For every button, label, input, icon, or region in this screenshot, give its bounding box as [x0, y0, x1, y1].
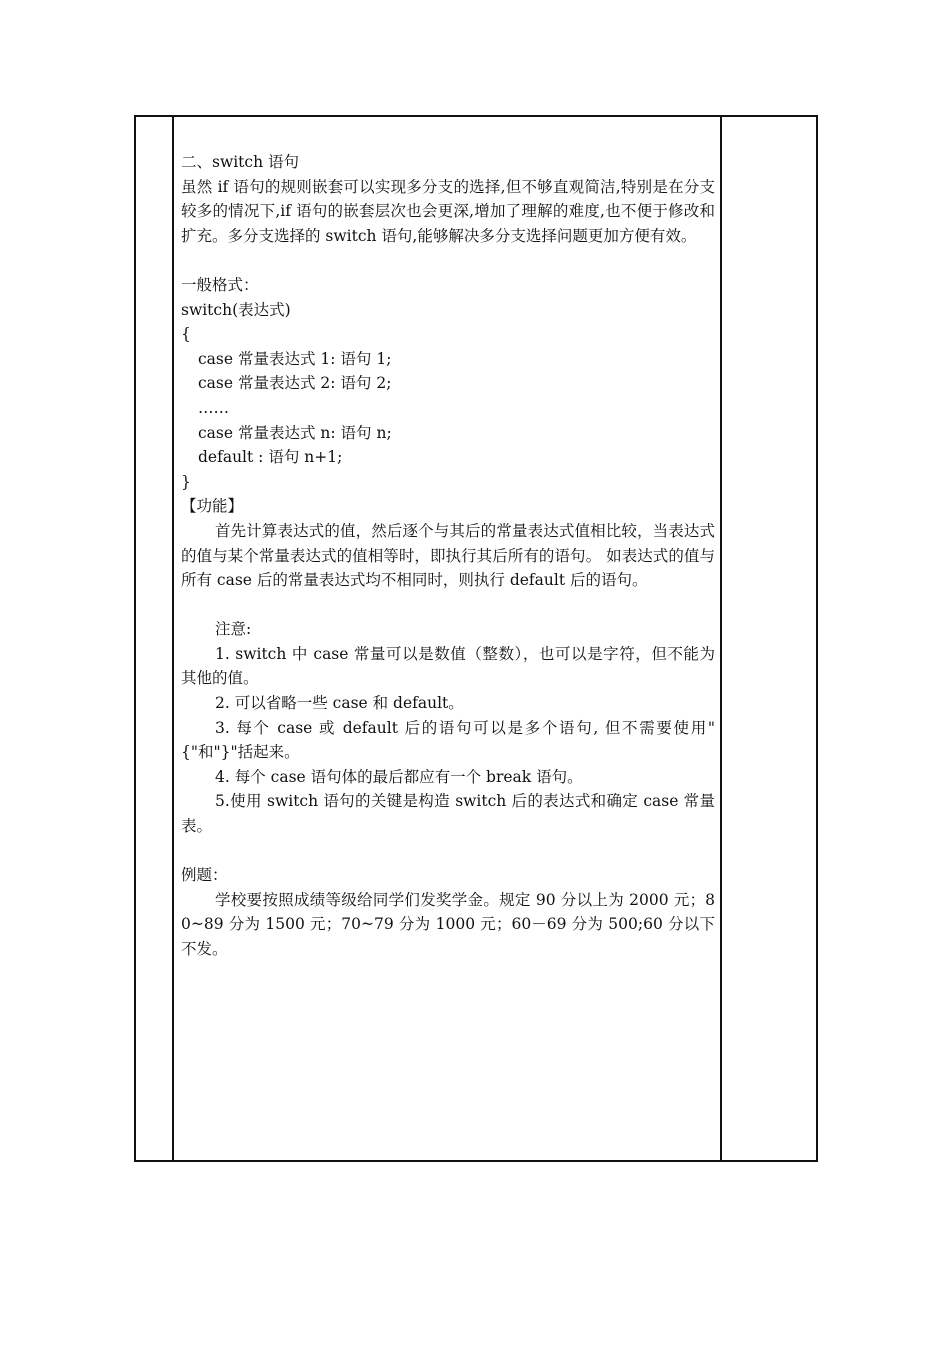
- format-line: case 常量表达式 2: 语句 2;: [198, 374, 392, 393]
- section-intro: 虽然 if 语句的规则嵌套可以实现多分支的选择,但不够直观简洁,特别是在分支较多的情况下,if 语句的嵌套层次也会更深,增加了理解的难度,也不便于修改和扩充。多分支选择的 switch 语句,能够解决多分支选择问题更加方便有效。: [181, 177, 715, 245]
- function-text: 首先计算表达式的值，然后逐个与其后的常量表达式值相比较，当表达式的值与某个常量表达式的值相等时，即执行其后所有的语句。 如表达式的值与所有 case 后的常量表达式均不相同时，则执行 default 后的语句。: [181, 521, 715, 590]
- example-label: 例题：: [181, 866, 228, 885]
- format-line: case 常量表达式 1: 语句 1;: [198, 349, 392, 368]
- left-column-divider: [172, 117, 174, 1160]
- spacer: [181, 593, 715, 618]
- note-item: 4. 每个 case 语句体的最后都应有一个 break 语句。: [215, 767, 583, 786]
- format-line: ……: [198, 398, 229, 417]
- note-item: 5.使用 switch 语句的关键是构造 switch 后的表达式和确定 case 常量表。: [181, 792, 715, 836]
- lesson-content: [181, 150, 715, 962]
- spacer: [181, 839, 715, 864]
- note-item: 3. 每个 case 或 default 后的语句可以是多个语句, 但不需要使用"{"和"}"括起来。: [181, 718, 715, 762]
- format-line: default : 语句 n+1;: [198, 448, 343, 467]
- format-line: case 常量表达式 n: 语句 n;: [198, 423, 392, 442]
- format-line: switch(表达式): [181, 300, 291, 319]
- format-line: }: [181, 472, 191, 491]
- note-item: 1. switch 中 case 常量可以是数值（整数），也可以是字符，但不能为其他的值。: [181, 644, 715, 688]
- function-label: 【功能】: [181, 497, 244, 516]
- section-heading: 二、switch 语句: [181, 153, 299, 171]
- right-column-divider: [720, 117, 722, 1160]
- spacer: [181, 248, 715, 273]
- example-text: 学校要按照成绩等级给同学们发奖学金。规定 90 分以上为 2000 元；80~89 分为 1500 元；70~79 分为 1000 元；60－69 分为 500;60 分以下不发。: [181, 890, 715, 958]
- format-line: {: [181, 325, 191, 344]
- note-item: 2. 可以省略一些 case 和 default。: [215, 694, 464, 713]
- notes-label: 注意:: [215, 620, 252, 639]
- format-label: 一般格式：: [181, 275, 259, 294]
